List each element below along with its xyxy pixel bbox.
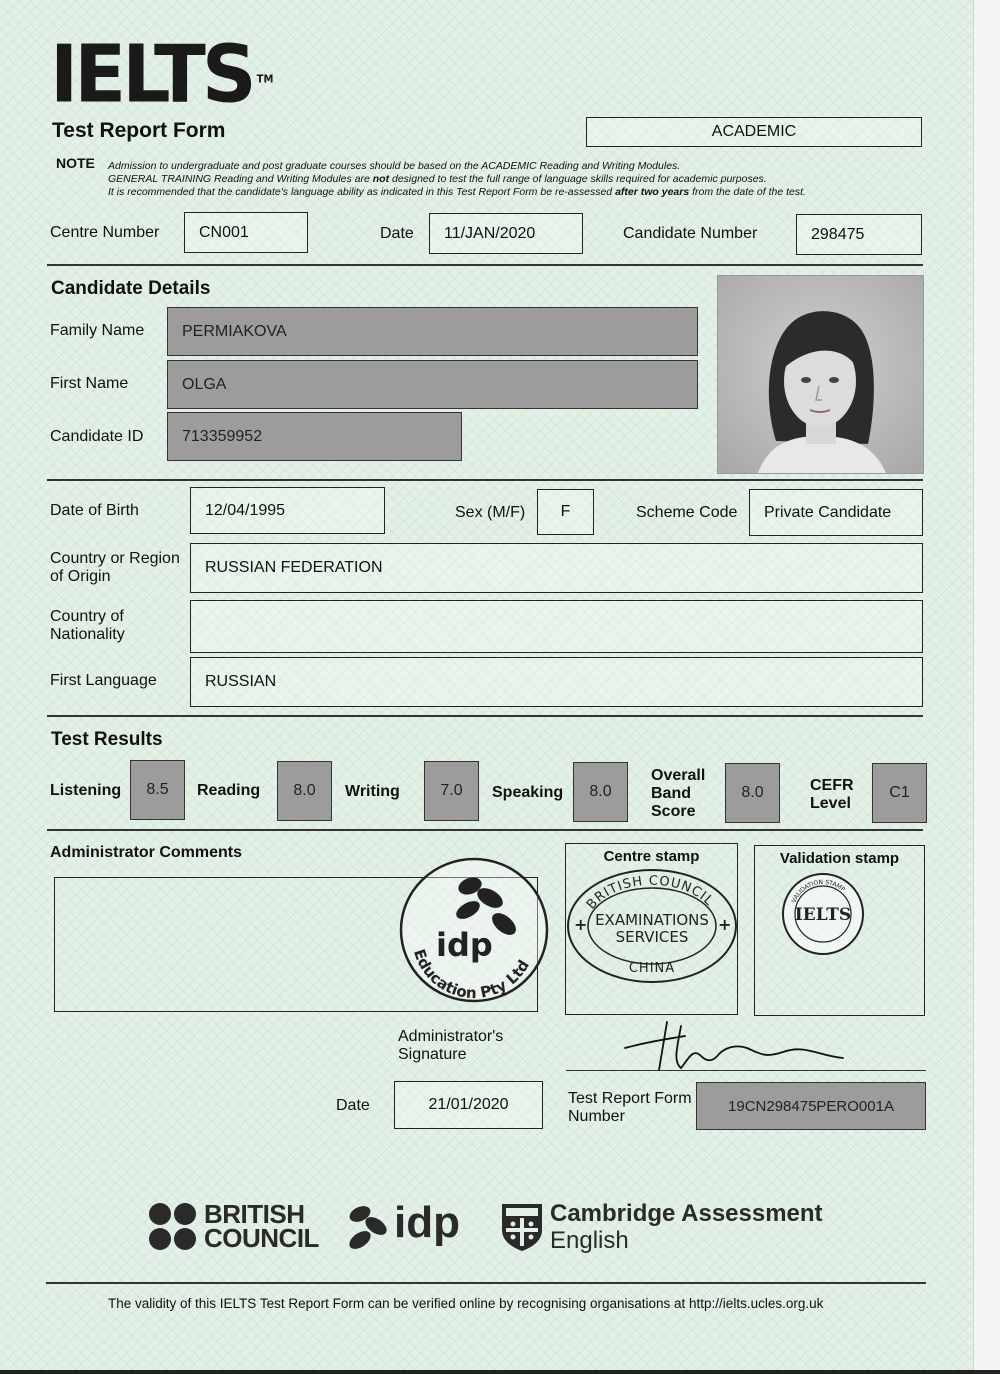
cambridge-wordmark-1: Cambridge Assessment: [550, 1200, 823, 1227]
british-council-logo: [148, 1199, 319, 1253]
ielts-logo-text: IELTS: [50, 26, 253, 121]
signature-label-1: Administrator's: [398, 1028, 504, 1045]
paper-bottom-edge: [0, 1370, 1000, 1374]
dob-value: 12/04/1995: [190, 487, 385, 534]
british-council-dots-icon: [148, 1202, 198, 1252]
signature-line: [566, 1070, 926, 1071]
admin-date-value: 21/01/2020: [394, 1081, 543, 1129]
nationality-label: [50, 608, 125, 644]
british-council-wordmark: [204, 1199, 319, 1253]
admin-signature: [615, 1018, 855, 1078]
bc-stamp-mid-1: EXAMINATIONS: [595, 911, 709, 929]
note-line-3c: from the date of the test.: [689, 186, 806, 198]
divider: [47, 829, 923, 831]
module-box: ACADEMIC: [586, 117, 922, 147]
trf-label-2: Number: [568, 1108, 625, 1125]
admin-date-label: Date: [336, 1097, 370, 1114]
ielts-validation-seal: [781, 872, 865, 956]
first-name-label: First Name: [50, 375, 129, 392]
bc-top-path: BRITISH COUNCIL: [583, 873, 717, 913]
cefr-label: [810, 777, 854, 813]
validation-stamp-label: Validation stamp: [779, 850, 900, 867]
speaking-label: Speaking: [492, 784, 564, 801]
bc-stamp-mid-2: SERVICES: [615, 928, 689, 946]
divider: [47, 479, 923, 481]
candidate-id-value: 713359952: [167, 412, 462, 461]
test-date-value: 11/JAN/2020: [429, 213, 583, 254]
idp-logo: [346, 1198, 466, 1254]
cefr-label-1: CEFR: [810, 777, 854, 794]
reading-score: 8.0: [277, 761, 332, 821]
candidate-id-label: Candidate ID: [50, 428, 144, 445]
listening-label: Listening: [50, 782, 122, 799]
ielts-logo: [50, 26, 274, 121]
footer-divider: [46, 1282, 926, 1284]
idp-stamp-text: idp: [436, 926, 493, 964]
test-date-label: Date: [380, 225, 414, 242]
trademark: TM: [256, 74, 274, 86]
country-label-2: of Origin: [50, 568, 111, 585]
listening-score: 8.5: [130, 760, 185, 820]
bc-word-2: COUNCIL: [204, 1223, 319, 1253]
divider: [47, 715, 923, 717]
signature-label-2: Signature: [398, 1046, 467, 1063]
validation-seal-center: IELTS: [794, 905, 852, 925]
country-label-1: Country or Region: [50, 550, 180, 567]
overall-label-2: Band: [651, 785, 691, 802]
family-name-label: Family Name: [50, 322, 145, 339]
overall-label-1: Overall: [651, 767, 706, 784]
candidate-number-value: 298475: [796, 214, 922, 255]
cefr-level: C1: [872, 763, 927, 823]
test-results-title: Test Results: [51, 729, 163, 750]
country-label: [50, 550, 180, 586]
trf-label-1: Test Report Form: [568, 1090, 692, 1107]
speaking-score: 8.0: [573, 762, 628, 822]
trf-number-value: 19CN298475PERO001A: [696, 1082, 926, 1130]
overall-label: [651, 767, 705, 821]
writing-label: Writing: [345, 783, 400, 800]
overall-score: 8.0: [725, 763, 780, 823]
idp-ring-path: Education Pty Ltd: [409, 946, 533, 1003]
form-title: Test Report Form: [52, 119, 226, 142]
country-value: RUSSIAN FEDERATION: [190, 543, 923, 593]
cross-icon: +: [574, 915, 588, 934]
scheme-code-value: Private Candidate: [749, 489, 923, 536]
cambridge-logo: [500, 1200, 823, 1256]
cefr-label-2: Level: [810, 795, 851, 812]
dob-label: Date of Birth: [50, 502, 139, 519]
note-label: NOTE: [56, 155, 95, 171]
idp-stamp: [398, 856, 550, 1004]
note-line-3a: It is recommended that the candidate's language ability as indicated in this Test Report Form be re-assessed: [108, 186, 616, 198]
admin-comments-label: Administrator Comments: [50, 844, 243, 861]
note-text: [108, 160, 806, 199]
cross-icon: +: [718, 915, 732, 934]
overall-label-3: Score: [651, 803, 696, 820]
sex-label: Sex (M/F): [455, 504, 526, 521]
first-language-label: First Language: [50, 672, 157, 689]
candidate-number-label: Candidate Number: [623, 225, 758, 242]
paper-edge: [973, 0, 1000, 1374]
portrait-image: [718, 276, 923, 473]
sex-value: F: [537, 489, 594, 535]
bc-stamp-bottom: CHINA: [628, 961, 676, 976]
nationality-label-1: Country of: [50, 608, 124, 625]
note-line-3: [108, 186, 806, 199]
reading-label: Reading: [197, 782, 261, 799]
idp-wordmark: idp: [394, 1198, 460, 1247]
nationality-label-2: Nationality: [50, 626, 125, 643]
note-line-3b: after two years: [615, 186, 690, 198]
bc-word-1: BRITISH: [204, 1199, 305, 1229]
note-line-2b: not: [372, 173, 390, 185]
note-line-2c: designed to test the full range of language skills required for academic purposes.: [389, 173, 767, 185]
nationality-value: [190, 600, 923, 653]
centre-stamp-label: Centre stamp: [603, 848, 700, 865]
first-language-value: RUSSIAN: [190, 657, 923, 707]
validity-notice: The validity of this IELTS Test Report Form can be verified online by recognising organisations at http://ielts.ucles.org.uk: [108, 1296, 824, 1311]
validation-ring-path: VALIDATION STAMP: [790, 878, 847, 904]
candidate-photo: [717, 275, 924, 474]
admin-signature-label: [398, 1028, 503, 1064]
note-line-2a: GENERAL TRAINING Reading and Writing Modules are: [108, 173, 373, 185]
divider: [47, 264, 923, 266]
trf-number-label: [568, 1090, 692, 1126]
centre-number-label: Centre Number: [50, 224, 160, 241]
writing-score: 7.0: [424, 761, 479, 821]
candidate-details-title: Candidate Details: [51, 278, 211, 299]
centre-number-value: CN001: [184, 212, 308, 253]
family-name-value: PERMIAKOVA: [167, 307, 698, 356]
british-council-stamp: [566, 862, 738, 986]
idp-mark-icon: [346, 1202, 392, 1252]
cambridge-wordmark-2: English: [550, 1227, 629, 1254]
note-line-2: [108, 173, 806, 186]
first-name-value: OLGA: [167, 360, 698, 409]
cambridge-shield-icon: [500, 1202, 544, 1252]
note-line-1: Admission to undergraduate and post graduate courses should be based on the ACADEMIC Reading and Writing Modules.: [108, 160, 681, 172]
scheme-code-label: Scheme Code: [636, 504, 738, 521]
